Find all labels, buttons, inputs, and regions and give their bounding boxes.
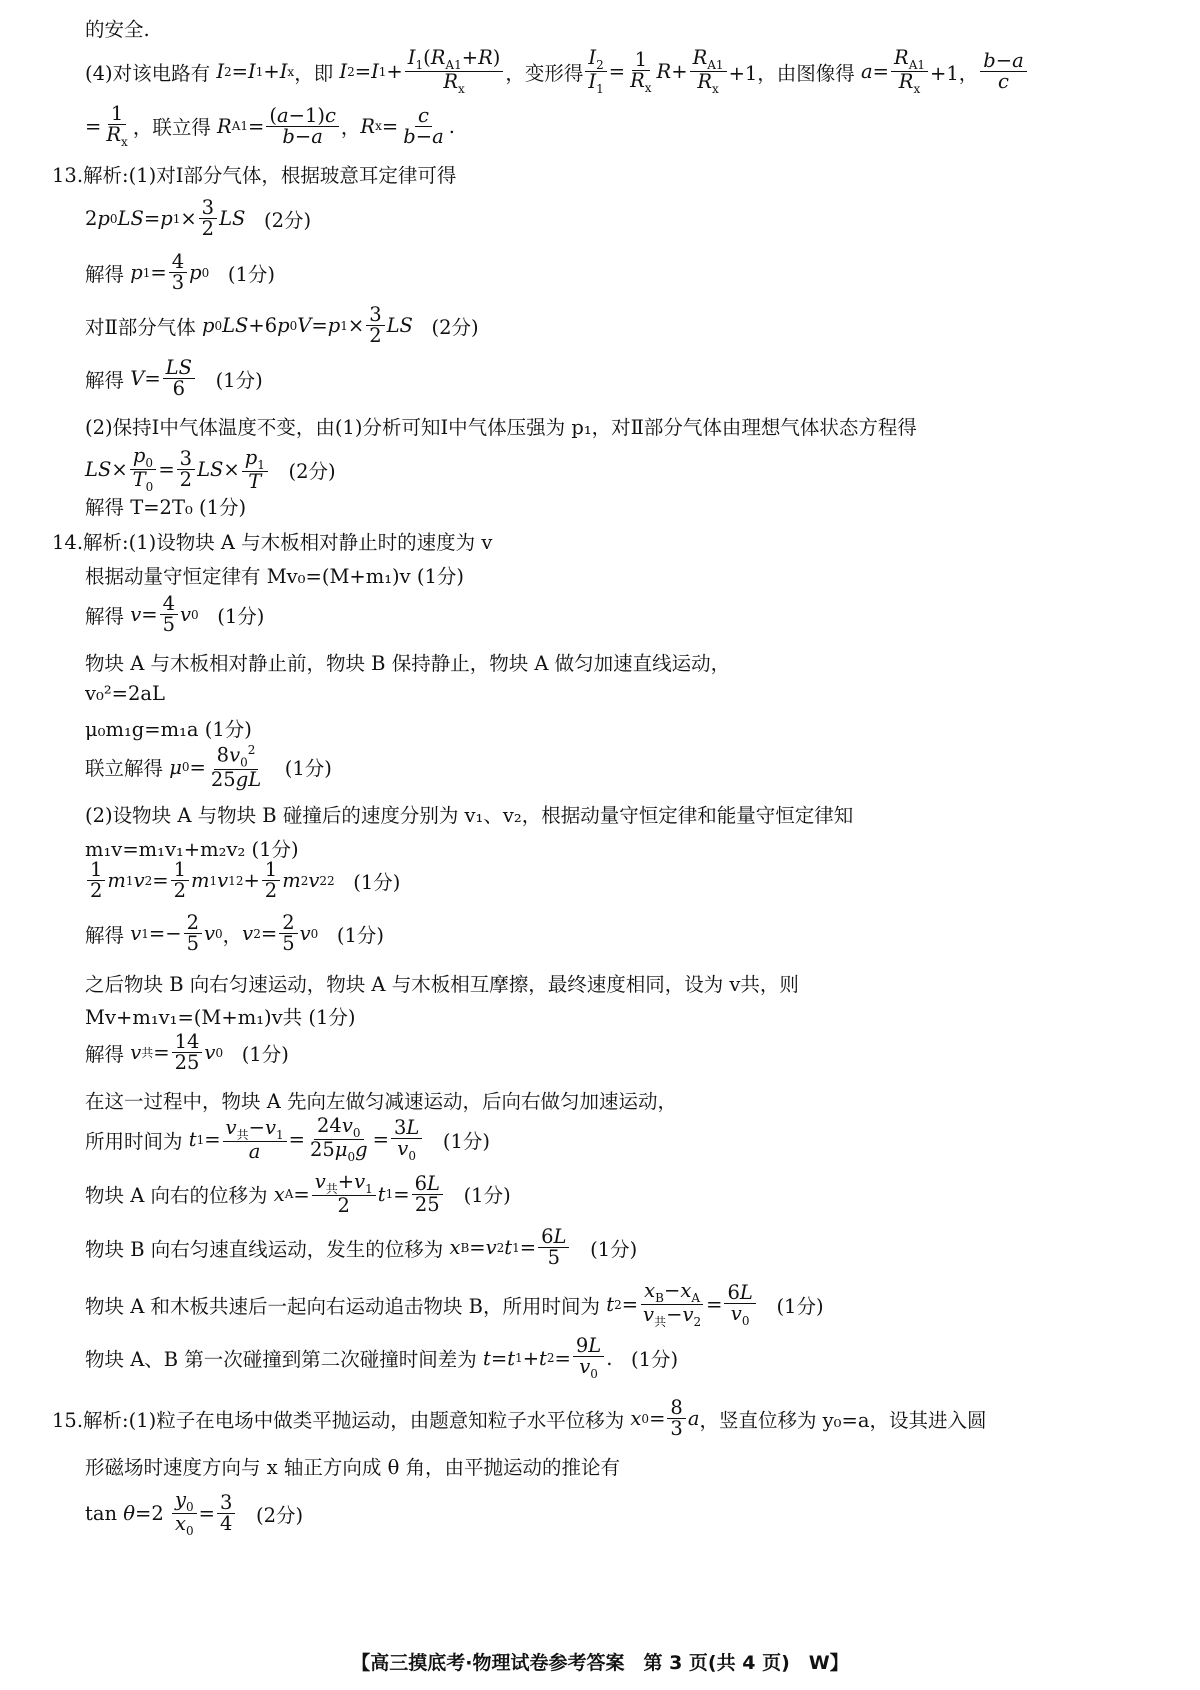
equation-line: 2 p 0 LS = p 1 × $\frac{3}{2}$ LS (2分): [85, 196, 312, 241]
score: (1分): [442, 1129, 491, 1153]
score: (1分): [284, 757, 332, 781]
text: ，竖直位移为 y₀=a，设其进入圆: [699, 1408, 987, 1432]
equation-line: 解得 p 1 = $\frac{4}{3}$ p 0 (1分): [85, 250, 275, 295]
text: 13.解析:(1)对Ⅰ部分气体，根据玻意耳定律可得: [52, 164, 457, 187]
text: 物块 A 与木板相对静止前，物块 B 保持静止，物块 A 做匀加速直线运动，: [85, 652, 731, 675]
equation-line: 解得 v 1 =− $\frac{2}{5}$ v 0 ， v 2 = $\frac{2}{5}$ v 0 (1分): [85, 911, 385, 956]
text-line: [85, 969, 799, 997]
score: (1分): [631, 1348, 679, 1372]
page-footer: 【高三摸底考·物理试卷参考答案 第 3 页(共 4 页) W】: [351, 1652, 849, 1674]
equation-line: 15.解析:(1)粒子在电场中做类平抛运动，由题意知粒子水平位移为 x 0 = $\frac{8}{3}$ a ，竖直位移为 y₀=a，设其进入圆: [52, 1396, 987, 1441]
equation-line: 所用时间为 t 1 = $\frac{v_共-v_1}{a}$ = $\frac{24v_0}{25\mu_0g}$ = $\frac{3L}{v_0}$ (1分): [85, 1114, 491, 1165]
score: (1分): [353, 870, 401, 894]
text-line: [85, 492, 246, 520]
text: 所用时间为: [85, 1129, 183, 1153]
score: (2分): [288, 459, 336, 483]
equation-line: 联立解得 μ 0 = $\frac{8v_0^2}{25gL}$ (1分): [85, 743, 332, 791]
equation-line: 解得 V = $\frac{LS}{6}$ (1分): [85, 356, 263, 401]
text: 14.解析:(1)设物块 A 与木板相对静止时的速度为 v: [52, 531, 493, 554]
score: (1分): [227, 262, 275, 286]
text-line: [85, 1086, 677, 1114]
text: 之后物块 B 向右匀速运动，物块 A 与木板相互摩擦，最终速度相同，设为 v共，则: [85, 973, 799, 996]
text: 物块 A、B 第一次碰撞到第二次碰撞时间差为: [85, 1348, 477, 1372]
text: 物块 A 和木板共速后一起向右运动追击物块 B，所用时间为: [85, 1294, 601, 1318]
text: 形磁场时速度方向与 x 轴正方向成 θ 角，由平抛运动的推论有: [85, 1456, 621, 1479]
equation-line: tan θ =2 $\frac{y_0}{x_0}$ = $\frac{3}{4}$ (2分): [85, 1488, 304, 1539]
text: ，联立得: [132, 116, 211, 140]
text: (2)设物块 A 与物块 B 碰撞后的速度分别为 v₁、v₂，根据动量守恒定律和能量守恒定律知: [85, 804, 854, 827]
text: 15.解析:(1)粒子在电场中做类平抛运动，由题意知粒子水平位移为: [52, 1408, 625, 1432]
text-line: [85, 682, 165, 705]
score: (2分): [255, 1503, 304, 1527]
equation-line: 解得 v 共 = $\frac{14}{25}$ v 0 (1分): [85, 1030, 289, 1075]
text: (4)对该电路有: [85, 61, 211, 85]
score: (1分): [241, 1042, 289, 1066]
text: v₀²=2aL: [85, 682, 165, 705]
text: 对Ⅱ部分气体: [85, 315, 196, 339]
score: (1分): [776, 1294, 824, 1318]
text-line: [52, 160, 456, 188]
text: 根据动量守恒定律有 Mv₀=(M+m₁)v (1分): [85, 565, 465, 588]
text-line: [85, 14, 150, 42]
equation-line: 物块 A 向右的位移为 x A = $\frac{v_共+v_1}{2}$ t 1 = $\frac{6L}{25}$ (1分): [85, 1170, 511, 1218]
text-line: [85, 714, 252, 742]
text-line: [85, 800, 853, 828]
text: 解得: [85, 368, 125, 392]
text: (2)保持Ⅰ中气体温度不变，由(1)分析可知Ⅰ中气体压强为 p₁，对Ⅱ部分气体由理想气体状态方程得: [85, 416, 917, 439]
text-line: [85, 412, 917, 440]
text: Mv+m₁v₁=(M+m₁)v共 (1分): [85, 1006, 356, 1029]
text: m₁v=m₁v₁+m₂v₂ (1分): [85, 838, 299, 861]
equation-line: LS × $\frac{p_0}{T_0}$ = $\frac{3}{2}$ LS × $\frac{p_1}{T}$ (2分): [85, 444, 336, 495]
text: 联立解得: [85, 757, 164, 781]
equation-line: 物块 B 向右匀速直线运动，发生的位移为 x B = v 2 t 1 = $\frac{6L}{5}$ (1分): [85, 1225, 638, 1270]
equation-line: 物块 A 和木板共速后一起向右运动追击物块 B，所用时间为 t 2 = $\frac{x_B-x_A}{v_共-v_2}$ = $\frac{6L}{v_0}$ (1分): [85, 1279, 824, 1330]
text: 物块 B 向右匀速直线运动，发生的位移为: [85, 1237, 444, 1261]
text-line: [85, 648, 730, 676]
text-line: [85, 561, 464, 589]
text: 解得: [85, 262, 125, 286]
text: μ₀m₁g=m₁a (1分): [85, 718, 252, 741]
equation-line: 解得 v = $\frac{4}{5}$ v 0 (1分): [85, 592, 265, 637]
text-line: [85, 1452, 620, 1480]
score: (2分): [264, 208, 312, 232]
equation-line: = $\frac{1}{R_x}$ ，联立得 R A1 = $\frac{(a-1)c}{b-a}$ ， R x = $\frac{c}{b-a}$ .: [85, 102, 455, 150]
equation-line: $\frac{1}{2}$ m 1 v 2 = $\frac{1}{2}$ m 1 v 1 2 + $\frac{1}{2}$ m 2 v 2 2 (1分): [85, 860, 400, 902]
text: 的安全.: [85, 18, 150, 41]
text-line: [52, 527, 492, 555]
text: 解得 T=2T₀ (1分): [85, 496, 247, 519]
score: (1分): [215, 368, 263, 392]
score: (1分): [590, 1237, 638, 1261]
score: (1分): [217, 604, 265, 628]
text: 物块 A 向右的位移为: [85, 1184, 268, 1208]
equation-line: (4)对该电路有 I 2 = I 1 + I x ，即 I 2 = I 1 + $\frac{I_1(R_{A1}+R)}{R_x}$ ，变形得 $\frac{I_2}{I_1}$ = $\frac{1}{R_x}$ R + $\frac{R_{A1}}{R_x}$ +1，由图像得 a = $\frac{R_{A1}}{R_x}$ +1， $\frac{b-a}{c}$: [85, 48, 1029, 96]
score: (2分): [431, 315, 479, 339]
text-line: [85, 1002, 355, 1030]
text: 在这一过程中，物块 A 先向左做匀减速运动，后向右做匀加速运动，: [85, 1090, 677, 1113]
score: (1分): [336, 923, 385, 947]
equation-line: 对Ⅱ部分气体 p 0 LS +6 p 0 V = p 1 × $\frac{3}{2}$ LS (2分): [85, 303, 479, 348]
equation-line: 物块 A、B 第一次碰撞到第二次碰撞时间差为 t = t 1 + t 2 = $\frac{9L}{v_0}$ . (1分): [85, 1334, 679, 1382]
score: (1分): [463, 1184, 511, 1208]
